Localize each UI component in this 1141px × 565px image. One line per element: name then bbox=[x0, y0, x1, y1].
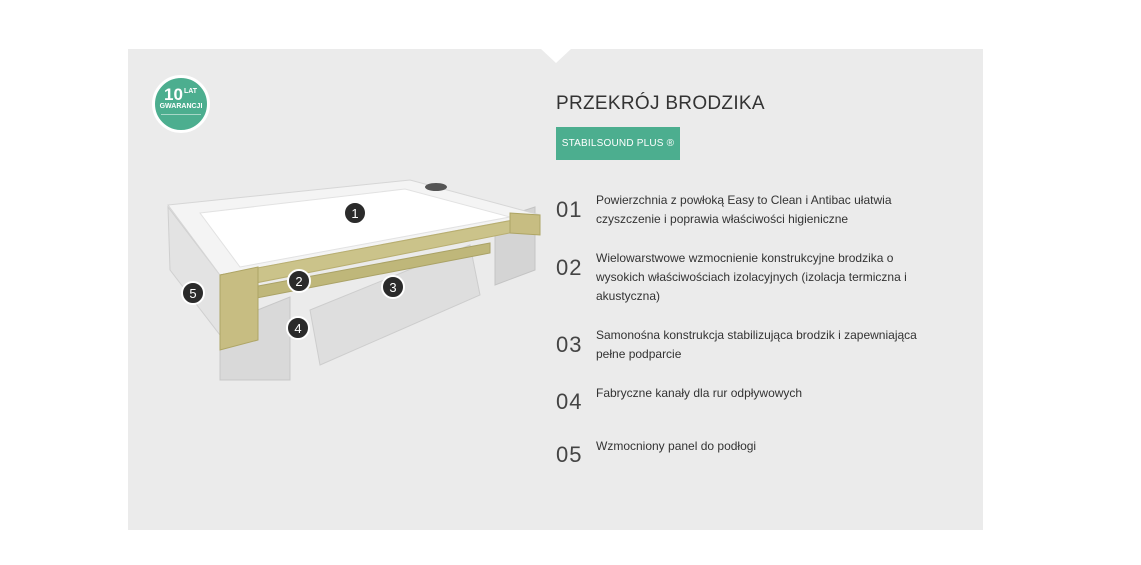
diagram-marker-1 bbox=[344, 202, 366, 224]
feature-number: 01 bbox=[556, 197, 583, 222]
shower-tray-cross-section-illustration bbox=[160, 175, 550, 390]
warranty-years: 10 bbox=[164, 85, 183, 104]
feature-text: Fabryczne kanały dla rur odpływowych bbox=[596, 386, 803, 400]
feature-text: Samonośna konstrukcja stabilizująca brodzik i zapewniająca pełne podparcie bbox=[596, 328, 917, 361]
feature-number: 05 bbox=[556, 442, 583, 467]
feature-number: 03 bbox=[556, 332, 583, 357]
warranty-unit: LAT bbox=[184, 88, 198, 95]
feature-number: 04 bbox=[556, 389, 583, 414]
reinforcement-corner-right bbox=[510, 213, 540, 235]
drain-hole bbox=[425, 183, 447, 191]
marker-4-label: 4 bbox=[294, 321, 302, 336]
panel-notch bbox=[541, 49, 571, 63]
feature-number: 02 bbox=[556, 255, 583, 280]
diagram-marker-5 bbox=[182, 282, 204, 304]
diagram-marker-2 bbox=[288, 270, 310, 292]
warranty-badge bbox=[152, 75, 210, 133]
marker-2-label: 2 bbox=[295, 274, 303, 289]
feature-text: Wielowarstwowe wzmocnienie konstrukcyjne brodzika o wysokich właściwościach izolacyjnych (izolacja termiczna i akustyczna) bbox=[596, 251, 907, 303]
stabilsound-plus-button[interactable]: STABILSOUND PLUS ® bbox=[556, 127, 680, 160]
warranty-fineprint bbox=[161, 114, 201, 121]
marker-3-label: 3 bbox=[389, 280, 397, 295]
marker-1-label: 1 bbox=[351, 206, 359, 221]
warranty-label: GWARANCJI bbox=[159, 103, 203, 110]
reinforcement-corner bbox=[220, 267, 258, 350]
feature-text: Wzmocniony panel do podłogi bbox=[596, 439, 757, 453]
diagram-marker-3 bbox=[382, 276, 404, 298]
diagram-marker-4 bbox=[287, 317, 309, 339]
section-title: PRZEKRÓJ BRODZIKA bbox=[556, 93, 765, 114]
feature-text: Powierzchnia z powłoką Easy to Clean i Antibac ułatwia czyszczenie i poprawia właściwości higieniczne bbox=[596, 193, 892, 226]
marker-5-label: 5 bbox=[189, 286, 197, 301]
